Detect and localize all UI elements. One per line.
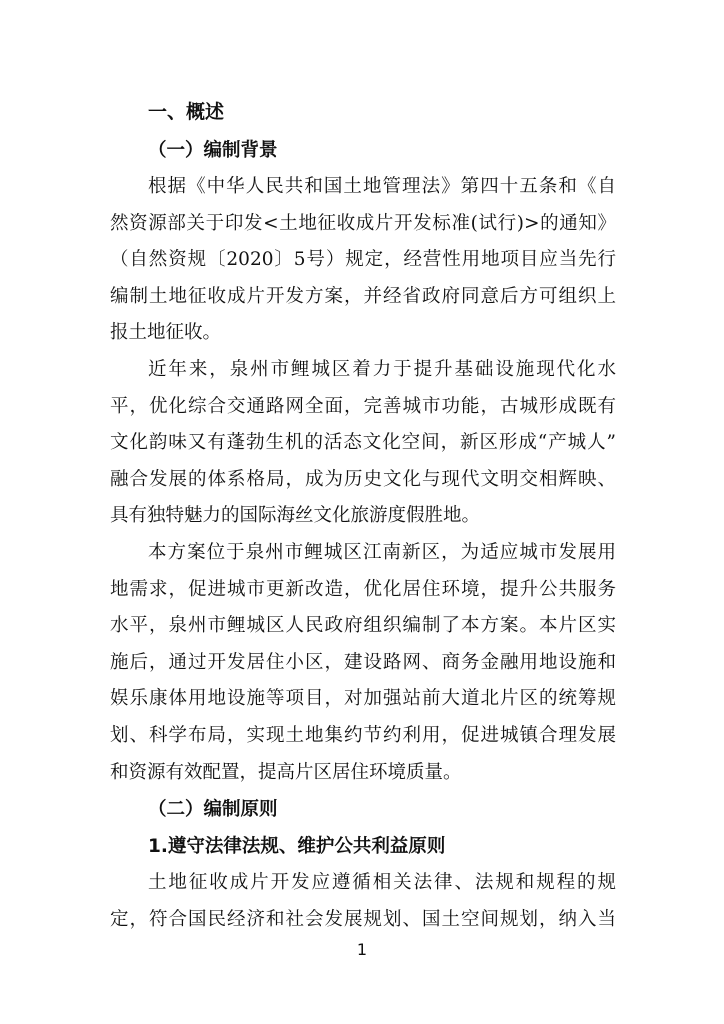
paragraph-legal-basis <box>110 169 616 352</box>
paragraph-line: 文化韵味又有蓬勃生机的活态文化空间，新区形成“产城人” <box>110 432 616 454</box>
paragraph-line: 近年来，泉州市鲤城区着力于提升基础设施现代化水 <box>148 358 616 380</box>
paragraph-line: 本方案位于泉州市鲤城区江南新区，为适应城市发展用 <box>148 541 616 563</box>
paragraph-line: 土地征收成片开发应遵循相关法律、法规和规程的规 <box>148 872 616 894</box>
paragraph-line: 划、科学布局，实现土地集约节约利用，促进城镇合理发展 <box>110 724 616 746</box>
paragraph-line: 施后，通过开发居住小区，建设路网、商务金融用地设施和 <box>110 651 616 673</box>
heading-background: （一）编制背景 <box>148 140 278 161</box>
paragraph-line: 报土地征收。 <box>110 322 222 344</box>
paragraph-plan-location <box>110 535 616 791</box>
page-number: 1 <box>356 940 368 959</box>
document-body <box>110 92 616 938</box>
paragraph-line: 地需求，促进城市更新改造，优化居住环境，提升公共服务 <box>110 578 616 600</box>
heading-overview: 一、概述 <box>148 101 225 123</box>
heading-principles: （二）编制原则 <box>148 799 278 821</box>
paragraph-line: 根据《中华人民共和国土地管理法》第四十五条和《自 <box>148 176 616 197</box>
paragraph-recent-years <box>110 352 616 535</box>
paragraph-line: 娱乐康体用地设施等项目，对加强站前大道北片区的统筹规 <box>110 688 616 710</box>
heading-principle-1: 1.遵守法律法规、维护公共利益原则 <box>148 836 446 858</box>
paragraph-line: 编制土地征收成片开发方案，并经省政府同意后方可组织上 <box>110 285 616 307</box>
paragraph-principle-1 <box>110 865 616 938</box>
paragraph-line: 平，优化综合交通路网全面，完善城市功能，古城形成既有 <box>110 395 616 417</box>
paragraph-line: 和资源有效配置，提高片区居住环境质量。 <box>110 761 462 783</box>
paragraph-line: 定，符合国民经济和社会发展规划、国土空间规划，纳入当 <box>110 908 616 930</box>
paragraph-line: 水平，泉州市鲤城区人民政府组织编制了本方案。本片区实 <box>110 615 616 637</box>
paragraph-line: 具有独特魅力的国际海丝文化旅游度假胜地。 <box>110 505 481 527</box>
paragraph-line: 然资源部关于印发<土地征收成片开发标准(试行)>的通知》 <box>110 212 616 234</box>
paragraph-line: （自然资规〔2020〕5号）规定，经营性用地项目应当先行 <box>110 249 616 271</box>
paragraph-line: 融合发展的体系格局，成为历史文化与现代文明交相辉映、 <box>110 468 616 490</box>
